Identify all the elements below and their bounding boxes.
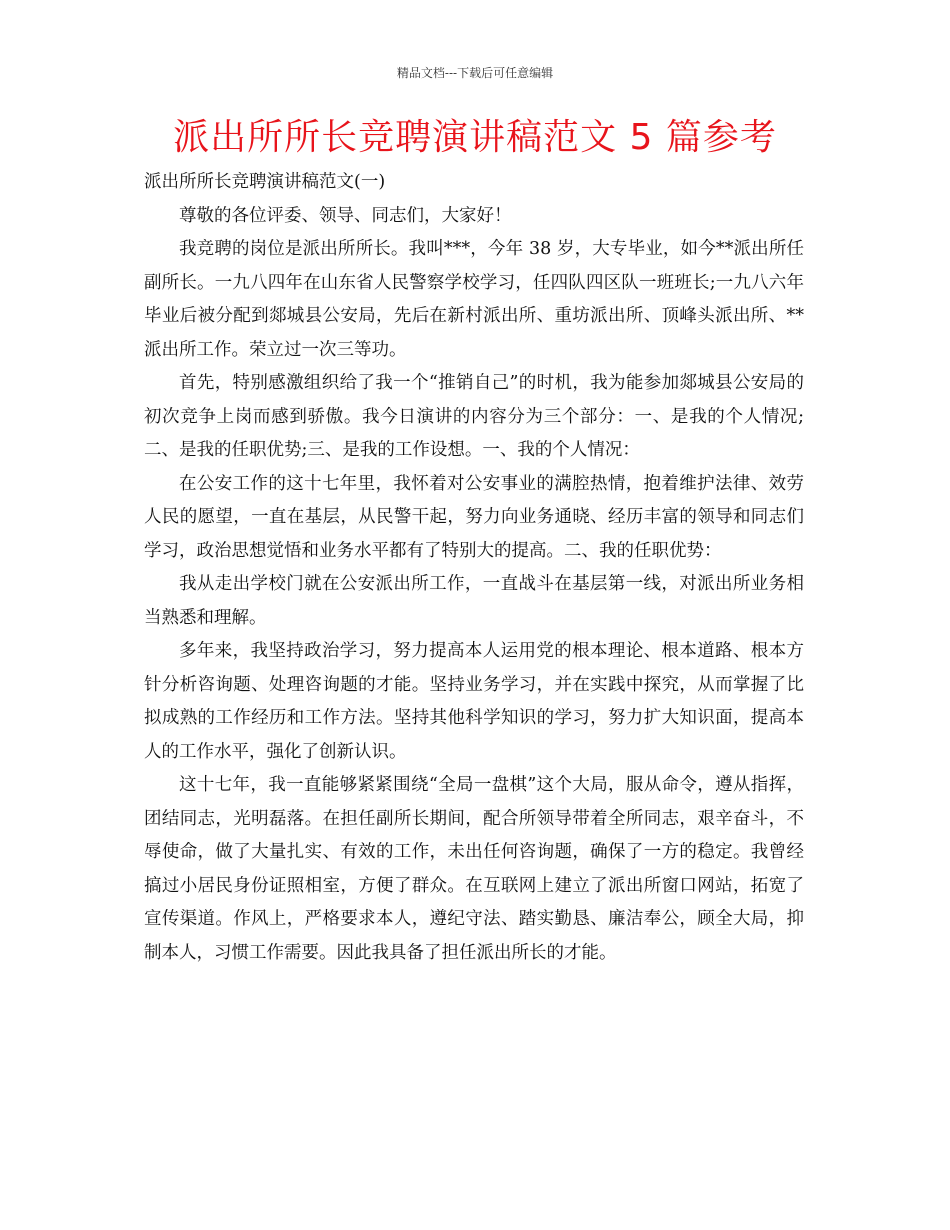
paragraph-introduction: 我竞聘的岗位是派出所所长。我叫***，今年 38 岁，大专毕业，如今**派出所任副所长。一九八四年在山东省人民警察学校学习，任四队四区队一班班长;一九八六年毕业后被分配到郯城县公安局，先后在新村派出所、重坊派出所、顶峰头派出所、**派出所工作。荣立过一次三等功。 bbox=[144, 239, 804, 360]
paragraph-work-experience: 我从走出学校门就在公安派出所工作，一直战斗在基层第一线，对派出所业务相当熟悉和理解。 bbox=[144, 574, 804, 628]
document-title: 派出所所长竞聘演讲稿范文 5 篇参考 bbox=[173, 117, 777, 158]
paragraph-greeting: 尊敬的各位评委、领导、同志们，大家好！ bbox=[179, 205, 512, 226]
paragraph-opening: 首先，特别感激组织给了我一个“推销自己”的时机，我为能参加郯城县公安局的初次竞争上岗而感到骄傲。我今日演讲的内容分为三个部分：一、是我的个人情况;二、是我的任职优势;三、是我的工作设想。一、我的个人情况： bbox=[144, 373, 804, 460]
header-note: 精品文档---下载后可任意编辑 bbox=[396, 66, 554, 80]
document-subtitle: 派出所所长竞聘演讲稿范文(一) bbox=[144, 172, 386, 192]
paragraph-personal-situation: 在公安工作的这十七年里，我怀着对公安事业的满腔热情，抱着维护法律、效劳人民的愿望，一直在基层，从民警干起，努力向业务通晓、经历丰富的领导和同志们学习，政治思想觉悟和业务水平都有了特别大的提高。二、我的任职优势： bbox=[144, 473, 804, 561]
paragraph-study: 多年来，我坚持政治学习，努力提高本人运用党的根本理论、根本道路、根本方针分析咨询题、处理咨询题的才能。坚持业务学习，并在实践中探究，从而掌握了比拟成熟的工作经历和工作方法。坚持其他科学知识的学习，努力扩大知识面，提高本人的工作水平，强化了创新认识。 bbox=[144, 641, 804, 762]
document-body bbox=[144, 166, 804, 970]
paragraph-achievements: 这十七年，我一直能够紧紧围绕“全局一盘棋”这个大局，服从命令，遵从指挥，团结同志，光明磊落。在担任副所长期间，配合所领导带着全所同志，艰辛奋斗，不辱使命，做了大量扎实、有效的工作，未出任何咨询题，确保了一方的稳定。我曾经搞过小居民身份证照相室，方便了群众。在互联网上建立了派出所窗口网站，拓宽了宣传渠道。作风上，严格要求本人，遵纪守法、踏实勤恳、廉洁奉公，顾全大局，抑制本人，习惯工作需要。因此我具备了担任派出所长的才能。 bbox=[144, 775, 804, 963]
